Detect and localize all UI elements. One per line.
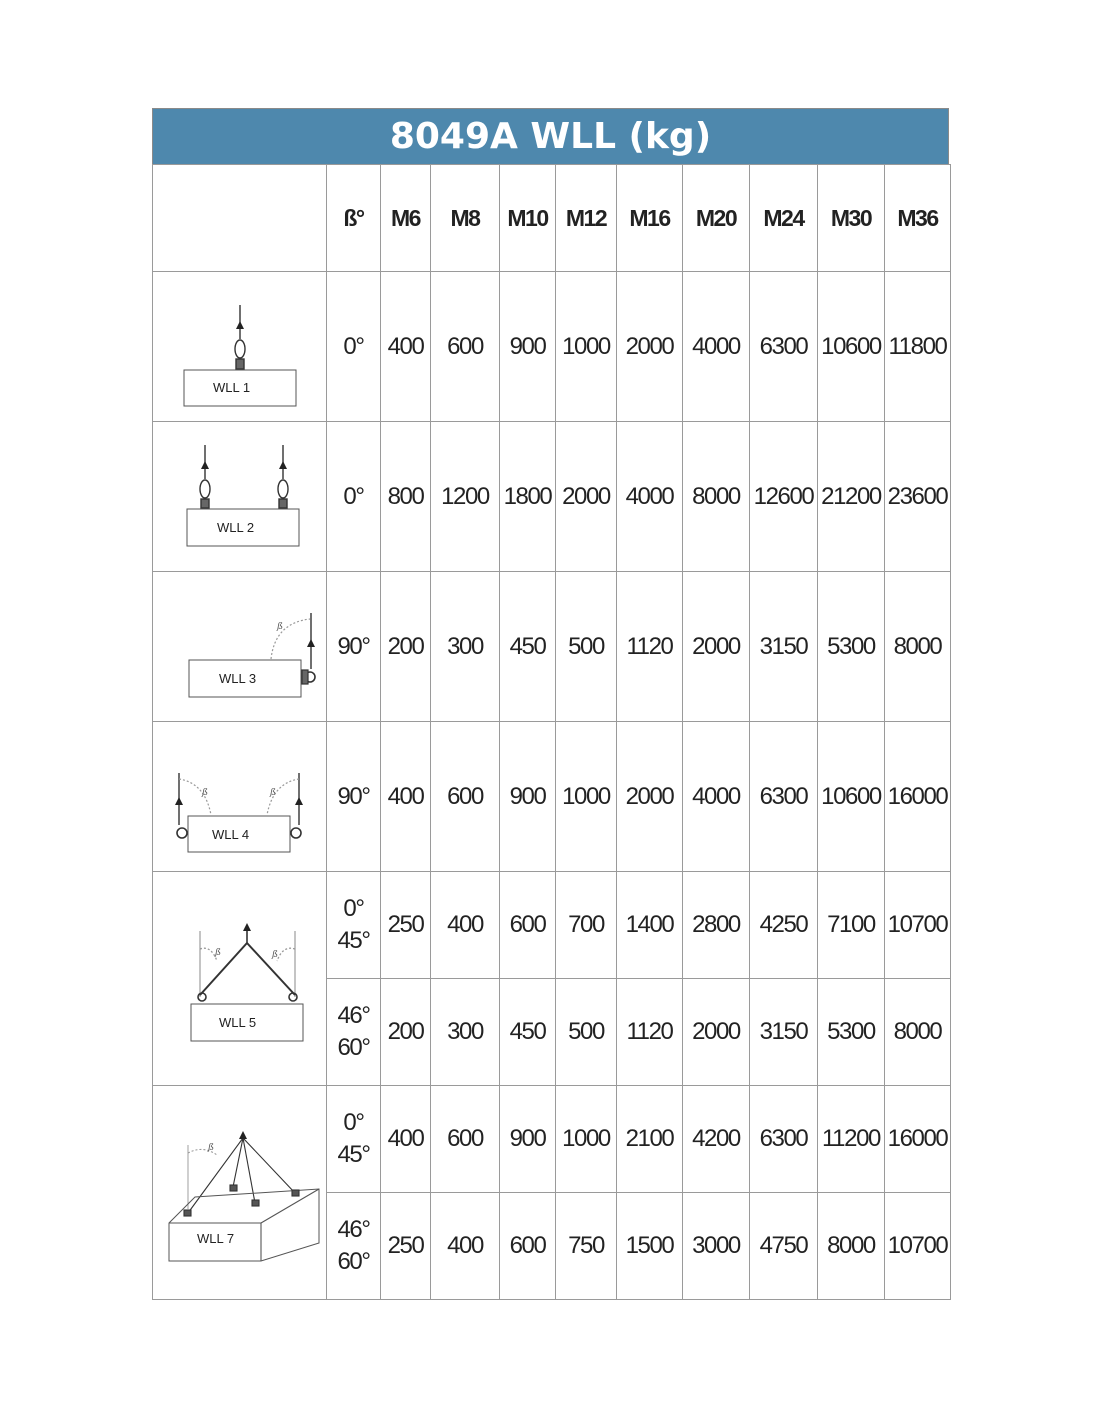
table-row <box>153 872 951 979</box>
wll-value-m16: 2000 <box>617 272 683 422</box>
wll-value-m20: 4000 <box>683 272 750 422</box>
header-m20: M20 <box>683 165 750 272</box>
wll-4-diagram-icon <box>155 727 325 867</box>
angle-value: 0° <box>343 1109 364 1136</box>
load-diagram-cell <box>153 572 327 722</box>
angle-value: 60° <box>337 1034 370 1061</box>
wll-value-m36: 8000 <box>885 979 951 1086</box>
wll-value-m12: 1000 <box>556 272 617 422</box>
wll-value-m16: 1120 <box>617 572 683 722</box>
wll-value-m6: 200 <box>381 979 431 1086</box>
wll-value-m24: 6300 <box>750 722 818 872</box>
wll-value-m12: 500 <box>556 572 617 722</box>
wll-value-m20: 4200 <box>683 1086 750 1193</box>
beta-mark: ß <box>207 1142 214 1153</box>
wll-value-m12: 2000 <box>556 422 617 572</box>
wll-value-m10: 1800 <box>500 422 556 572</box>
table-row <box>153 1086 951 1193</box>
header-m10: M10 <box>500 165 556 272</box>
header-m6: M6 <box>381 165 431 272</box>
angle-cell <box>327 572 381 722</box>
wll-value-m24: 12600 <box>750 422 818 572</box>
wll-value-m16: 1120 <box>617 979 683 1086</box>
wll-value-m30: 5300 <box>818 572 885 722</box>
wll-value-m30: 10600 <box>818 272 885 422</box>
wll-value-m36: 10700 <box>885 872 951 979</box>
wll-value-m16: 4000 <box>617 422 683 572</box>
wll-value-m8: 400 <box>431 872 500 979</box>
wll-value-m6: 250 <box>381 1193 431 1300</box>
table-row <box>153 272 951 422</box>
beta-mark-right: ß <box>269 787 276 798</box>
wll-value-m30: 5300 <box>818 979 885 1086</box>
wll-value-m10: 450 <box>500 572 556 722</box>
wll-5-label: WLL 5 <box>218 1014 256 1030</box>
wll-value-m8: 1200 <box>431 422 500 572</box>
wll-value-m20: 2000 <box>683 979 750 1086</box>
wll-value-m16: 2000 <box>617 722 683 872</box>
angle-cell <box>327 872 381 979</box>
wll-value-m10: 900 <box>500 1086 556 1193</box>
wll-value-m12: 750 <box>556 1193 617 1300</box>
header-m30: M30 <box>818 165 885 272</box>
angle-cell <box>327 272 381 422</box>
wll-2-diagram-icon <box>155 427 325 567</box>
wll-value-m24: 6300 <box>750 272 818 422</box>
wll-5-diagram-icon <box>155 879 325 1079</box>
wll-value-m30: 7100 <box>818 872 885 979</box>
header-m12: M12 <box>556 165 617 272</box>
wll-value-m10: 450 <box>500 979 556 1086</box>
angle-value: 0° <box>343 482 364 510</box>
header-m36: M36 <box>885 165 951 272</box>
table-row <box>153 422 951 572</box>
wll-value-m20: 4000 <box>683 722 750 872</box>
beta-mark: ß <box>276 621 283 632</box>
wll-value-m20: 8000 <box>683 422 750 572</box>
angle-value: 46° <box>337 1002 370 1029</box>
angle-cell <box>327 1193 381 1300</box>
wll-value-m8: 300 <box>431 979 500 1086</box>
wll-value-m8: 600 <box>431 272 500 422</box>
load-diagram-cell <box>153 1086 327 1300</box>
angle-value: 0° <box>343 895 364 922</box>
wll-value-m12: 1000 <box>556 1086 617 1193</box>
wll-value-m30: 21200 <box>818 422 885 572</box>
wll-value-m6: 400 <box>381 722 431 872</box>
wll-value-m24: 4250 <box>750 872 818 979</box>
wll-7-label: WLL 7 <box>196 1230 234 1246</box>
wll-1-diagram-icon <box>155 277 325 417</box>
wll-value-m6: 200 <box>381 572 431 722</box>
wll-value-m20: 3000 <box>683 1193 750 1300</box>
table-title: 8049A WLL (kg) <box>152 108 949 164</box>
table-row <box>153 722 951 872</box>
angle-value: 90° <box>337 782 370 810</box>
angle-value: 46° <box>337 1216 370 1243</box>
wll-value-m24: 3150 <box>750 979 818 1086</box>
wll-value-m10: 900 <box>500 722 556 872</box>
beta-mark-left: ß <box>201 787 208 798</box>
load-diagram-cell <box>153 722 327 872</box>
wll-value-m24: 6300 <box>750 1086 818 1193</box>
wll-value-m36: 10700 <box>885 1193 951 1300</box>
wll-value-m12: 700 <box>556 872 617 979</box>
wll-7-diagram-icon <box>155 1093 325 1293</box>
beta-mark-right: ß <box>271 949 278 960</box>
wll-value-m6: 250 <box>381 872 431 979</box>
wll-value-m24: 4750 <box>750 1193 818 1300</box>
header-m8: M8 <box>431 165 500 272</box>
wll-value-m36: 11800 <box>885 272 951 422</box>
beta-mark-left: ß <box>214 947 221 958</box>
header-row <box>153 165 951 272</box>
header-m24: M24 <box>750 165 818 272</box>
wll-value-m36: 16000 <box>885 722 951 872</box>
wll-value-m30: 8000 <box>818 1193 885 1300</box>
wll-table-sheet <box>152 108 949 1300</box>
load-diagram-cell <box>153 272 327 422</box>
table-row <box>153 572 951 722</box>
angle-cell <box>327 422 381 572</box>
wll-value-m6: 400 <box>381 272 431 422</box>
wll-value-m16: 1400 <box>617 872 683 979</box>
wll-value-m24: 3150 <box>750 572 818 722</box>
angle-value: 60° <box>337 1248 370 1275</box>
wll-value-m8: 400 <box>431 1193 500 1300</box>
angle-value: 45° <box>337 927 370 954</box>
wll-1-label: WLL 1 <box>212 379 250 395</box>
angle-value: 0° <box>343 332 364 360</box>
wll-value-m6: 400 <box>381 1086 431 1193</box>
wll-value-m30: 11200 <box>818 1086 885 1193</box>
wll-value-m12: 500 <box>556 979 617 1086</box>
wll-value-m8: 600 <box>431 722 500 872</box>
wll-value-m36: 23600 <box>885 422 951 572</box>
load-diagram-cell <box>153 422 327 572</box>
load-diagram-cell <box>153 872 327 1086</box>
wll-value-m6: 800 <box>381 422 431 572</box>
wll-value-m16: 1500 <box>617 1193 683 1300</box>
wll-3-diagram-icon <box>155 577 325 717</box>
header-empty-cell <box>153 165 327 272</box>
wll-value-m10: 600 <box>500 1193 556 1300</box>
wll-3-label: WLL 3 <box>218 670 256 686</box>
wll-value-m36: 16000 <box>885 1086 951 1193</box>
wll-value-m36: 8000 <box>885 572 951 722</box>
angle-cell <box>327 722 381 872</box>
wll-value-m20: 2800 <box>683 872 750 979</box>
wll-value-m16: 2100 <box>617 1086 683 1193</box>
header-angle: ß° <box>327 165 381 272</box>
wll-value-m20: 2000 <box>683 572 750 722</box>
wll-4-label: WLL 4 <box>211 826 249 842</box>
angle-value: 90° <box>337 632 370 660</box>
angle-value: 45° <box>337 1141 370 1168</box>
header-m16: M16 <box>617 165 683 272</box>
angle-cell <box>327 1086 381 1193</box>
wll-value-m12: 1000 <box>556 722 617 872</box>
wll-value-m8: 300 <box>431 572 500 722</box>
wll-2-label: WLL 2 <box>216 519 254 535</box>
angle-cell <box>327 979 381 1086</box>
wll-value-m8: 600 <box>431 1086 500 1193</box>
wll-value-m10: 900 <box>500 272 556 422</box>
wll-table <box>152 164 951 1300</box>
wll-value-m30: 10600 <box>818 722 885 872</box>
wll-value-m10: 600 <box>500 872 556 979</box>
